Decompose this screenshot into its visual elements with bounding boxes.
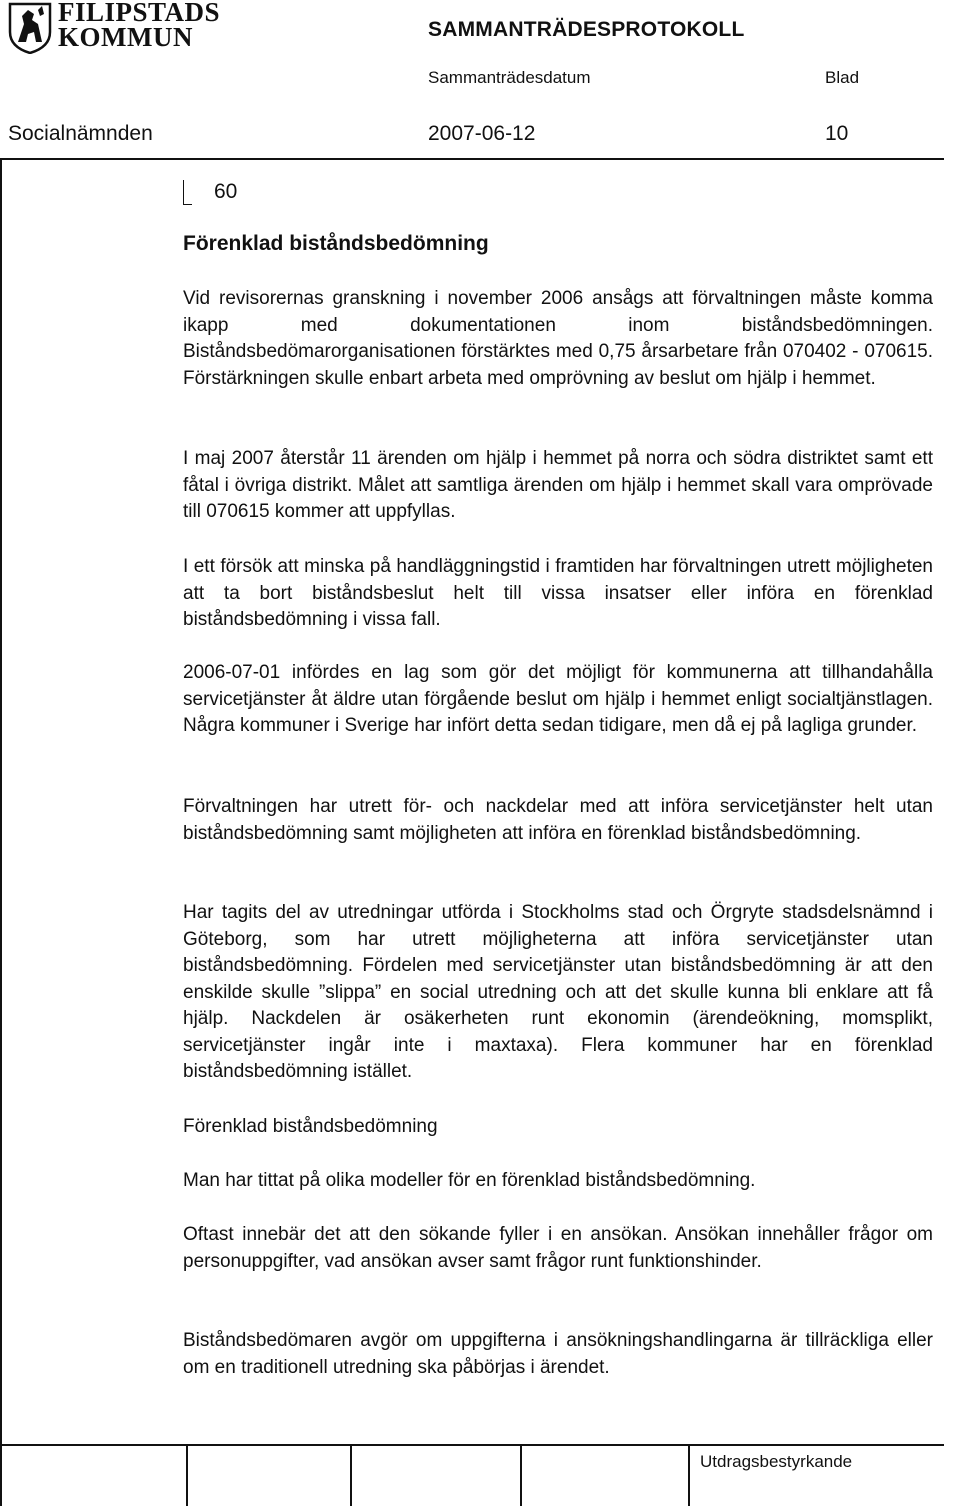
logo-text bbox=[58, 0, 220, 50]
footer-divider bbox=[186, 1444, 188, 1506]
paragraph-7: Man har tittat på olika modeller för en förenklad biståndsbedömning. bbox=[183, 1170, 756, 1191]
coat-of-arms-icon bbox=[8, 2, 52, 54]
document-title: SAMMANTRÄDESPROTOKOLL bbox=[428, 18, 745, 41]
logo-text-line-1: FILIPSTADS bbox=[58, 0, 221, 27]
paragraph-5: Förvaltningen har utrett för- och nackdelar med att införa servicetjänster helt utan biståndsbedömning samt möjligheten att införa en förenklad biståndsbedömning. bbox=[183, 796, 933, 844]
header-rule bbox=[0, 158, 944, 160]
section-heading: Förenklad biståndsbedömning bbox=[183, 232, 489, 255]
section-number: 60 bbox=[214, 180, 238, 203]
certification-label: Utdragsbestyrkande bbox=[700, 1452, 853, 1471]
municipality-logo bbox=[8, 0, 221, 54]
committee-name: Socialnämnden bbox=[8, 122, 153, 145]
paragraph-marker bbox=[183, 180, 192, 205]
footer-rule bbox=[0, 1444, 944, 1446]
footer-divider bbox=[688, 1444, 690, 1506]
page-label: Blad bbox=[825, 68, 860, 87]
left-margin-rule bbox=[0, 158, 2, 1506]
logo-text-line-2: KOMMUN bbox=[58, 22, 193, 52]
footer-divider bbox=[520, 1444, 522, 1506]
page-number: 10 bbox=[825, 122, 849, 145]
footer-divider bbox=[350, 1444, 352, 1506]
paragraph-8: Oftast innebär det att den sökande fyller i en ansökan. Ansökan innehåller frågor om personuppgifter, vad ansökan avser samt frågor runt funktionshinder. bbox=[183, 1224, 933, 1272]
date-label: Sammanträdesdatum bbox=[428, 68, 591, 87]
paragraph-3: I ett försök att minska på handläggningstid i framtiden har förvaltningen utrett möjligheten att ta bort biståndsbeslut helt till vissa insatser eller införa en förenklad biståndsbedömning i vissa fall. bbox=[183, 556, 933, 630]
paragraph-9: Biståndsbedömaren avgör om uppgifterna i ansökningshandlingarna är tillräckliga eller om en traditionell utredning ska påbörjas i ärendet. bbox=[183, 1330, 933, 1378]
paragraph-6: Har tagits del av utredningar utförda i Stockholms stad och Örgryte stadsdelsnämnd i Göteborg, som har utrett möjligheterna att införa servicetjänster utan biståndsbedömning. Fördelen med servicetjänster utan biståndsbedömning är att den enskilde skulle ”slippa” en social utredning och att det skulle kunna bli enklare att få hjälp. Nackdelen är osäkerheten runt ekonomin (ärendeökning, momsplikt, servicetjänster ingår inte i maxtaxa). Flera kommuner har en förenklad biståndsbedömning istället. bbox=[183, 902, 933, 1082]
meeting-date: 2007-06-12 bbox=[428, 122, 536, 145]
paragraph-1: Vid revisorernas granskning i november 2006 ansågs att förvaltningen måste komma ikapp med dokumentationen inom biståndsbedömningen. Biståndsbedömarorganisationen förstärktes med 0,75 årsarbetare från 070402 - 070615. Förstärkningen skulle enbart arbeta med omprövning av beslut om hjälp i hemmet. bbox=[183, 288, 933, 389]
paragraph-4: 2006-07-01 infördes en lag som gör det möjligt för kommunerna att tillhandahålla servicetjänster åt äldre utan förgående beslut om hjälp i hemmet enligt socialtjänstlagen. Några kommuner i Sverige har infört detta sedan tidigare, men då ej på lagliga grunder. bbox=[183, 662, 933, 736]
paragraph-2: I maj 2007 återstår 11 ärenden om hjälp i hemmet på norra och södra distriktet samt ett fåtal i övriga distrikt. Målet att samtliga ärenden om hjälp i hemmet skall vara omprövade till 070615 kommer att uppfyllas. bbox=[183, 448, 933, 522]
subheading: Förenklad biståndsbedömning bbox=[183, 1116, 438, 1137]
